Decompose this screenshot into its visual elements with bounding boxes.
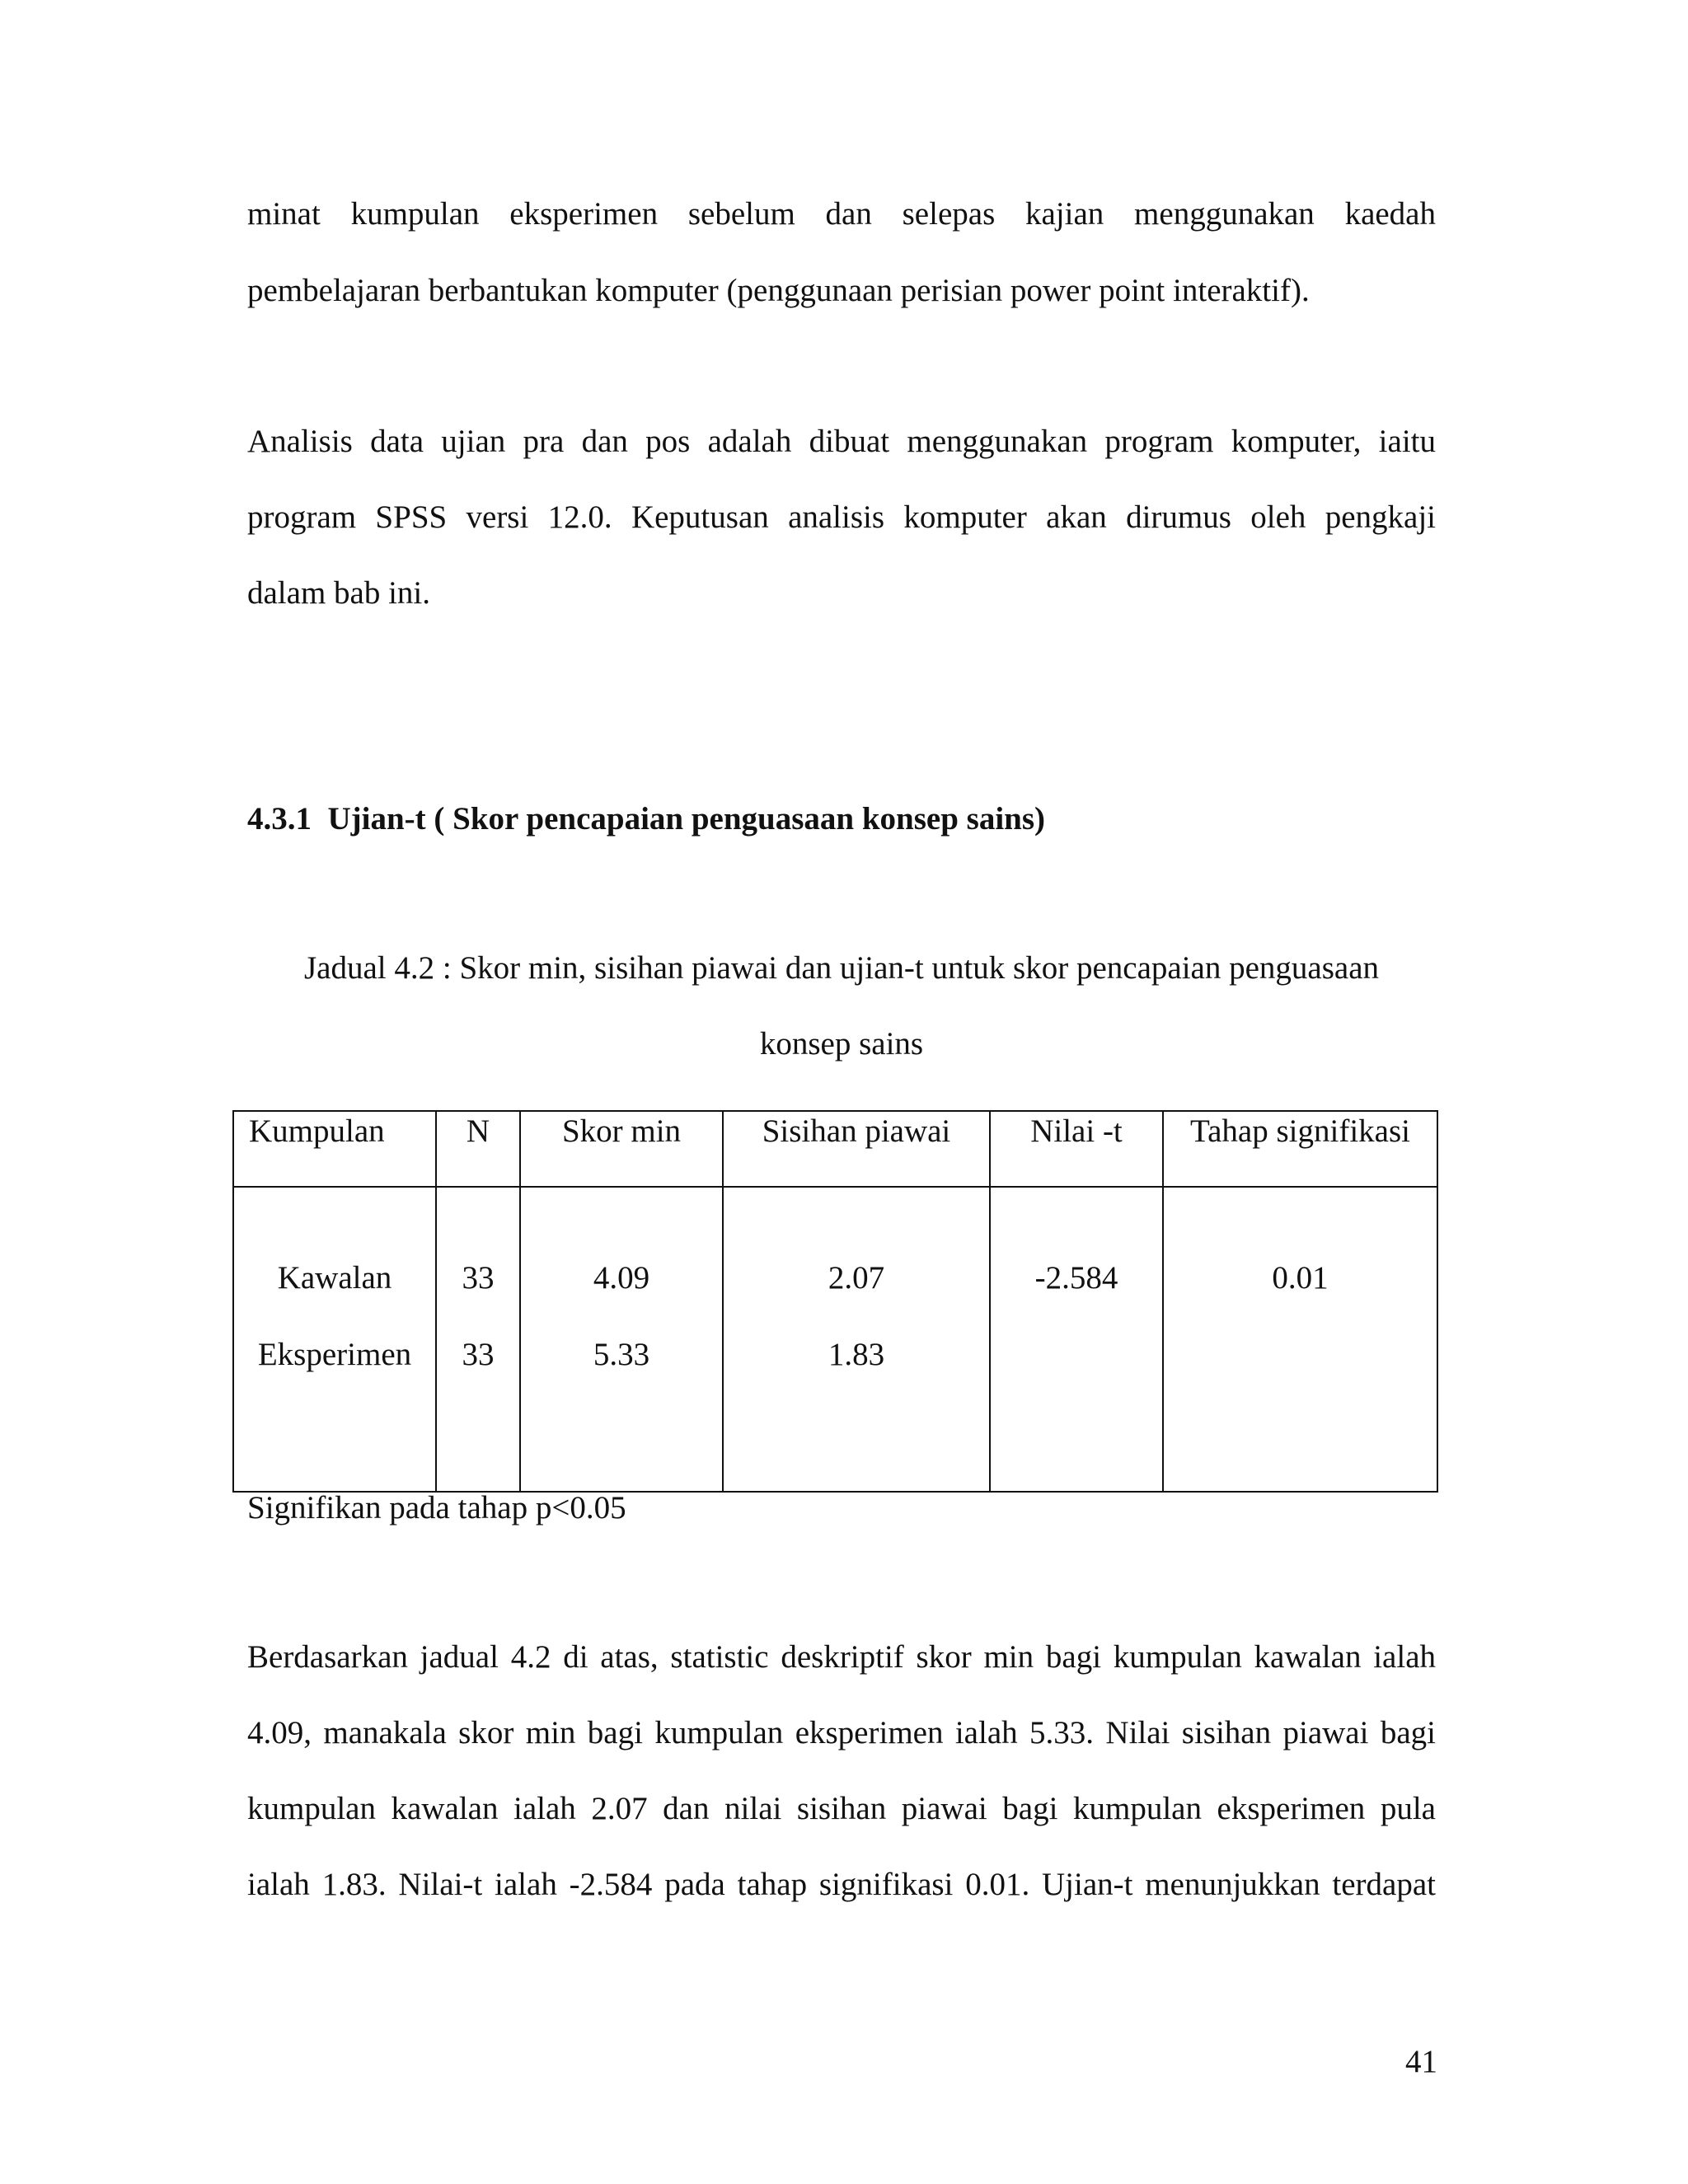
header-nilai-t: Nilai -t — [990, 1111, 1163, 1187]
paragraph-3-line-3: kumpulan kawalan ialah 2.07 dan nilai sisihan piawai bagi kumpulan eksperimen pula — [247, 1791, 1436, 1826]
section-heading: 4.3.1 Ujian-t ( Skor pencapaian penguasaan konsep sains) — [247, 801, 1046, 837]
paragraph-2-line-1: Analisis data ujian pra dan pos adalah dibuat menggunakan program komputer, iaitu — [247, 424, 1436, 459]
cell-n-eksperimen: 33 — [462, 1337, 495, 1372]
header-kumpulan: Kumpulan — [233, 1111, 436, 1187]
paragraph-3-line-4: ialah 1.83. Nilai-t ialah -2.584 pada tahap signifikasi 0.01. Ujian-t menunjukkan terdapat — [247, 1867, 1436, 1902]
paragraph-2-line-3: dalam bab ini. — [247, 575, 431, 611]
table-caption-line-1: Jadual 4.2 : Skor min, sisihan piawai dan ujian-t untuk skor pencapaian penguasaan — [303, 950, 1380, 986]
table-body-row — [233, 1187, 1437, 1492]
cell-n-kawalan: 33 — [462, 1260, 495, 1296]
cell-tahap-signifikasi — [1163, 1187, 1437, 1492]
header-sisihan-piawai: Sisihan piawai — [723, 1111, 990, 1187]
paragraph-3-line-2: 4.09, manakala skor min bagi kumpulan eksperimen ialah 5.33. Nilai sisihan piawai bagi — [247, 1715, 1436, 1750]
cell-n — [436, 1187, 520, 1492]
cell-kumpulan — [233, 1187, 436, 1492]
cell-skor-min-kawalan: 4.09 — [593, 1260, 650, 1296]
results-table — [232, 1110, 1438, 1493]
cell-skor-min — [520, 1187, 723, 1492]
header-tahap-signifikasi: Tahap signifikasi — [1163, 1111, 1437, 1187]
paragraph-1-line-1: minat kumpulan eksperimen sebelum dan selepas kajian menggunakan kaedah — [247, 196, 1436, 232]
cell-nilai-t — [990, 1187, 1163, 1492]
page-number: 41 — [1405, 2044, 1437, 2079]
cell-tahap-signifikasi-value: 0.01 — [1272, 1260, 1329, 1296]
table-caption-line-2: konsep sains — [759, 1026, 924, 1062]
cell-sisihan-piawai-kawalan: 2.07 — [828, 1260, 885, 1296]
table-note: Signifikan pada tahap p<0.05 — [247, 1490, 626, 1526]
paragraph-3-line-1: Berdasarkan jadual 4.2 di atas, statistic deskriptif skor min bagi kumpulan kawalan ialah — [247, 1639, 1436, 1675]
table-header-row — [233, 1111, 1437, 1187]
cell-sisihan-piawai-eksperimen: 1.83 — [828, 1337, 885, 1372]
header-skor-min: Skor min — [520, 1111, 723, 1187]
cell-skor-min-eksperimen: 5.33 — [593, 1337, 650, 1372]
paragraph-2-line-2: program SPSS versi 12.0. Keputusan analisis komputer akan dirumus oleh pengkaji — [247, 499, 1436, 535]
cell-nilai-t-value: -2.584 — [1034, 1260, 1118, 1296]
header-n: N — [436, 1111, 520, 1187]
paragraph-1-line-2: pembelajaran berbantukan komputer (penggunaan perisian power point interaktif). — [247, 273, 1310, 308]
cell-sisihan-piawai — [723, 1187, 990, 1492]
cell-kumpulan-eksperimen: Eksperimen — [257, 1337, 412, 1372]
cell-kumpulan-kawalan: Kawalan — [277, 1260, 392, 1296]
